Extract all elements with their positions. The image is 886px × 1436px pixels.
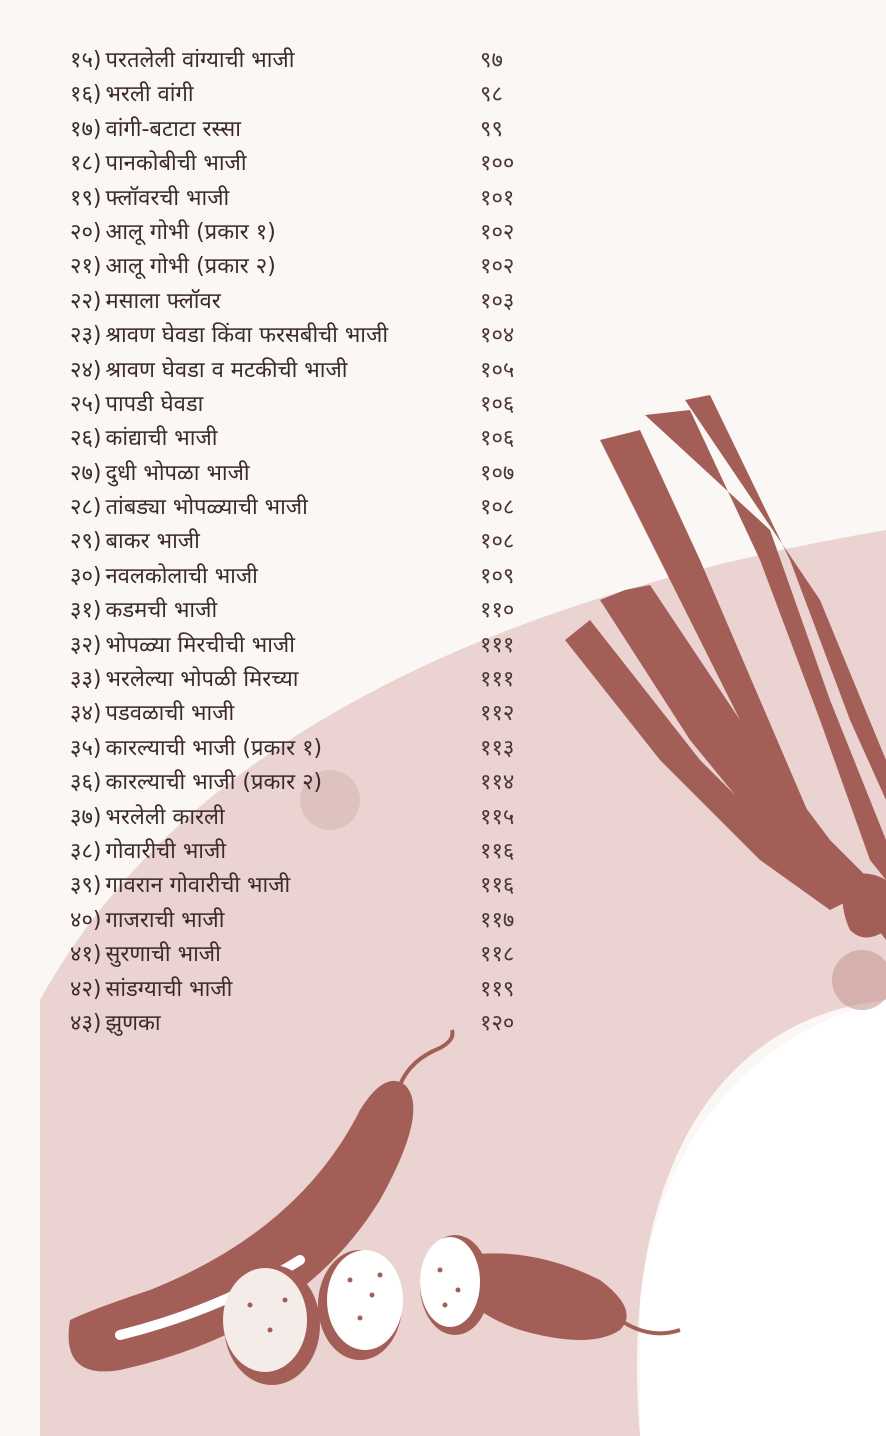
entry-number: ३९) [70,873,102,899]
entry-page: १०५ [480,357,515,383]
entry-number: ३५) [70,735,102,761]
entry-page: ११४ [480,770,515,796]
toc-entry[interactable] [70,491,550,525]
entry-title: श्रावण घेवडा किंवा फरसबीची भाजी [105,323,389,349]
toc-entry[interactable] [70,182,550,216]
entry-number: १६) [70,82,102,108]
entry-number: ३३) [70,667,102,693]
toc-entry[interactable] [70,354,550,388]
toc-entry[interactable] [70,78,550,112]
entry-title: तांबड्या भोपळ्याची भाजी [105,495,308,521]
entry-title: कांद्याची भाजी [105,426,218,452]
entry-title: भरलेली कारली [105,804,225,830]
toc-entry[interactable] [70,697,550,731]
toc-entry[interactable] [70,113,550,147]
toc-entry[interactable] [70,869,550,903]
toc-entry[interactable] [70,44,550,78]
entry-page: १०० [480,151,515,177]
entry-title: नवलकोलाची भाजी [105,563,258,589]
entry-page: १०६ [480,391,515,417]
entry-number: १७) [70,116,102,142]
entry-page: ११३ [480,735,515,761]
toc-entry[interactable] [70,525,550,559]
entry-number: २३) [70,323,102,349]
entry-page: १११ [480,667,515,693]
entry-number: ४०) [70,907,102,933]
entry-title: कडमची भाजी [105,598,218,624]
entry-number: ४१) [70,942,102,968]
entry-title: दुधी भोपळा भाजी [105,460,250,486]
entry-title: भरली वांगी [105,82,194,108]
entry-page: ९९ [480,116,503,142]
entry-title: परतलेली वांग्याची भाजी [105,48,295,73]
toc-entry[interactable] [70,663,550,697]
entry-number: १९) [70,185,102,211]
entry-number: १८) [70,151,102,177]
toc-entry[interactable] [70,319,550,353]
entry-title: कारल्याची भाजी (प्रकार १) [105,735,323,761]
entry-page: १०८ [480,529,515,555]
entry-page: १०२ [480,254,515,280]
toc-entry[interactable] [70,801,550,835]
entry-page: १०२ [480,219,515,245]
entry-number: २४) [70,357,102,383]
entry-number: ३८) [70,838,102,864]
entry-title: सांडग्याची भाजी [105,976,233,1002]
entry-number: ३२) [70,632,102,658]
toc-entry[interactable] [70,629,550,663]
entry-page: ११५ [480,804,515,830]
entry-title: आलू गोभी (प्रकार २) [105,254,276,280]
entry-title: पानकोबीची भाजी [105,151,247,177]
entry-number: ४३) [70,1010,102,1036]
toc-entry[interactable] [70,835,550,869]
entry-title: कारल्याची भाजी (प्रकार २) [105,770,323,796]
entry-page: १०९ [480,563,515,589]
entry-number: २७) [70,460,102,486]
entry-title: वांगी-बटाटा रस्सा [105,116,241,142]
toc-entry[interactable] [70,388,550,422]
entry-page: ११६ [480,873,515,899]
entry-number: २१) [70,254,102,280]
toc-entry[interactable] [70,457,550,491]
entry-title: मसाला फ्लॉवर [105,288,221,314]
toc-entry[interactable] [70,594,550,628]
entry-page: ११७ [480,907,515,933]
entry-page: १०६ [480,426,515,452]
entry-title: फ्लॉवरची भाजी [105,185,230,211]
entry-page: १०७ [480,460,515,486]
entry-number: ३०) [70,563,102,589]
table-of-contents [70,44,550,1041]
entry-number: २५) [70,391,102,417]
entry-number: ३४) [70,701,102,727]
entry-title: पडवळाची भाजी [105,701,235,727]
toc-entry[interactable] [70,973,550,1007]
toc-entry[interactable] [70,1007,550,1041]
entry-number: ४२) [70,976,102,1002]
toc-entry[interactable] [70,560,550,594]
entry-title: आलू गोभी (प्रकार १) [105,219,276,245]
entry-title: भोपळ्या मिरचीची भाजी [105,632,295,658]
entry-number: ३६) [70,770,102,796]
entry-page: १११ [480,632,515,658]
toc-entry[interactable] [70,216,550,250]
toc-entry[interactable] [70,422,550,456]
entry-number: ३७) [70,804,102,830]
entry-number: २८) [70,495,102,521]
entry-title: गाजराची भाजी [105,907,225,933]
entry-number: १५) [70,48,102,73]
entry-title: गोवारीची भाजी [105,838,227,864]
entry-page: १०१ [480,185,515,211]
entry-page: ११८ [480,942,515,968]
toc-entry[interactable] [70,250,550,284]
entry-page: १२० [480,1010,515,1036]
entry-number: २२) [70,288,102,314]
entry-title: श्रावण घेवडा व मटकीची भाजी [105,357,348,383]
toc-entry[interactable] [70,732,550,766]
entry-title: गावरान गोवारीची भाजी [105,873,291,899]
entry-page: ९७ [480,48,503,73]
entry-title: झुणका [105,1010,161,1036]
toc-entry[interactable] [70,285,550,319]
entry-number: २९) [70,529,102,555]
entry-page: १०८ [480,495,515,521]
entry-page: ९८ [480,82,503,108]
entry-number: २६) [70,426,102,452]
toc-entry[interactable] [70,904,550,938]
entry-page: ११६ [480,838,515,864]
toc-entry[interactable] [70,147,550,181]
entry-page: १०४ [480,323,515,349]
entry-page: ११० [480,598,515,624]
entry-title: पापडी घेवडा [105,391,204,417]
entry-title: सुरणाची भाजी [105,942,221,968]
entry-page: १०३ [480,288,515,314]
entry-page: ११९ [480,976,515,1002]
entry-title: भरलेल्या भोपळी मिरच्या [105,667,299,693]
toc-entry[interactable] [70,766,550,800]
entry-page: ११२ [480,701,515,727]
entry-number: ३१) [70,598,102,624]
entry-title: बाकर भाजी [105,529,200,555]
toc-entry[interactable] [70,938,550,972]
entry-number: २०) [70,219,102,245]
